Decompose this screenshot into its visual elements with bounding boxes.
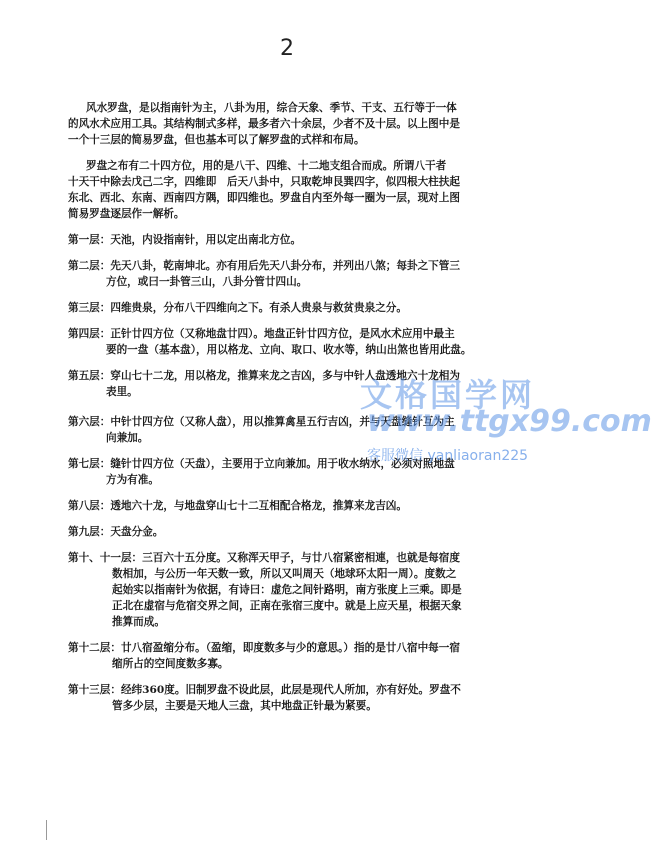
watermark-url: www.ttgx99.com (367, 404, 652, 439)
layer-10-11-continuation: 正北在虚宿与危宿交界之间，正南在张宿三度中。就是上应天星，根据天象 (112, 600, 462, 612)
layer-6-continuation: 向兼加。 (106, 432, 149, 444)
layer-8-text: 第八层：透地六十龙，与地盘穿山七十二互相配合格龙，推算来龙吉凶。 (68, 500, 407, 512)
paragraph-line: 的风水术应用工具。其结构制式多样，最多者六十余层，少者不及十层。以上图中是 (68, 118, 460, 130)
layer-9-text: 第九层：天盘分金。 (68, 526, 164, 538)
layer-10-11-continuation: 起始实以指南针为依据，有诗曰：虚危之间针路明，南方张度上三乘。即是 (112, 584, 462, 596)
layer-13-continuation: 管多少层，主要是天地人三盘，其中地盘正针最为紧要。 (112, 700, 377, 712)
document-body (68, 100, 568, 714)
layer-7-continuation: 方为有准。 (106, 474, 159, 486)
paragraph-line: 东北、西北、东南、西南四方隅，即四维也。罗盘自内至外每一圈为一层，现对上图 (68, 192, 460, 204)
layer-1-text: 第一层：天池，内设指南针，用以定出南北方位。 (68, 234, 302, 246)
layer-4-text: 第四层：正针廿四方位（又称地盘廿四）。地盘正针廿四方位，是风水术应用中最主 (68, 328, 455, 340)
layer-2-continuation: 方位，或曰一卦管三山，八卦分管廿四山。 (106, 276, 308, 288)
layer-10-11-text: 第十、十一层：三百六十五分度。又称浑天甲子，与廿八宿紧密相連，也就是每宿度 (68, 552, 460, 564)
layer-5-text: 第五层：穿山七十二龙，用以格龙，推算来龙之吉凶，多与中针人盘透地六十龙相为 (68, 370, 460, 382)
layer-13-text: 第十三层：经纬360度。旧制罗盘不设此层，此层是现代人所加，亦有好处。罗盘不 (68, 684, 461, 696)
scan-edge-mark (46, 820, 47, 840)
paragraph-line: 简易罗盘逐层作一解析。 (68, 208, 185, 220)
watermark-contact: 客服微信 yanliaoran225 (367, 448, 529, 464)
layer-5-continuation: 表里。 (106, 386, 138, 398)
paragraph-line: 一个十三层的简易罗盘，但也基本可以了解罗盘的式样和布局。 (68, 134, 365, 146)
paragraph-line: 十天干中除去戊己二字，四维即 后天八卦中，只取乾坤艮巽四字，似四根大柱扶起 (68, 176, 460, 188)
layer-10-11-continuation: 数相加，与公历一年天数一致，所以又叫周天（地球环太阳一周）。度数之 (112, 568, 457, 580)
layer-3-text: 第三层：四维贵泉，分布八干四维向之下。有杀人贵泉与救贫贵泉之分。 (68, 302, 407, 314)
layer-10-11-continuation: 推算而成。 (112, 616, 165, 628)
layer-7-text: 第七层：缝针廿四方位（天盘），主要用于立向兼加。用于收水纳水，必须对照地盘 (68, 458, 455, 470)
paragraph-line: 风水罗盘，是以指南针为主，八卦为用，综合天象、季节、干支、五行等于一体 (86, 102, 457, 114)
watermark-site-name: 文格国学网 (360, 376, 536, 414)
layer-12-continuation: 缩所占的空间度数多寡。 (112, 658, 229, 670)
paragraph-line: 罗盘之布有二十四方位，用的是八干、四维、十二地支组合而成。所谓八干者 (86, 160, 447, 172)
layer-2-text: 第二层：先天八卦，乾南坤北。亦有用后先天八卦分布，并列出八煞；每卦之下管三 (68, 260, 460, 272)
layer-12-text: 第十二层：廿八宿盈缩分布。（盈缩，即度数多与少的意思。）指的是廿八宿中每一宿 (68, 642, 460, 654)
page-number: 2 (280, 36, 294, 61)
layer-6-text: 第六层：中针廿四方位（又称人盘），用以推算禽星五行吉凶，并与天盘缝针互为主 (68, 416, 455, 428)
layer-4-continuation: 要的一盘（基本盘），用以格龙、立向、取口、收水等，纳山出煞也皆用此盘。 (106, 344, 472, 356)
